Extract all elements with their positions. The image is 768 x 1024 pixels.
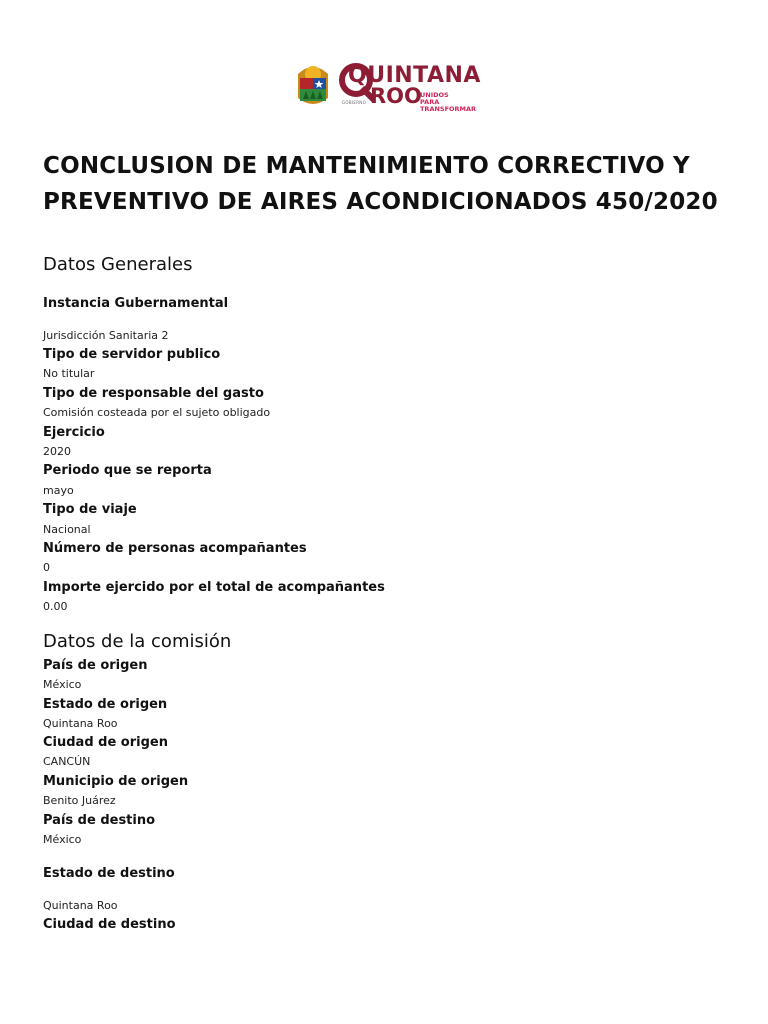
quintana-roo-logo xyxy=(296,62,481,113)
field-label-ejercicio: Ejercicio xyxy=(43,425,105,440)
logo-subtext: GOBIERNO xyxy=(342,100,367,105)
logo-name-2: ROO xyxy=(370,84,422,108)
field-value-importe-acompanantes: 0.00 xyxy=(43,600,68,613)
field-value-pais-destino: México xyxy=(43,833,82,846)
field-label-municipio-origen: Municipio de origen xyxy=(43,774,189,789)
field-value-instancia: Jurisdicción Sanitaria 2 xyxy=(43,329,169,342)
logo-slogan: UNIDOS PARA TRANSFORMAR xyxy=(420,91,477,113)
field-label-estado-destino: Estado de destino xyxy=(43,866,175,881)
logo-name: QUINTANA xyxy=(348,63,481,88)
field-label-pais-destino: País de destino xyxy=(43,813,156,828)
field-value-municipio-origen: Benito Juárez xyxy=(43,794,116,807)
document-title: CONCLUSION DE MANTENIMIENTO CORRECTIVO Y PREVENTIVO DE AIRES ACONDICIONADOS 450/2020 xyxy=(43,153,718,215)
field-label-ciudad-destino: Ciudad de destino xyxy=(43,917,176,932)
field-value-periodo: mayo xyxy=(43,484,74,497)
field-value-ejercicio: 2020 xyxy=(43,445,71,458)
field-value-tipo-servidor: No titular xyxy=(43,367,95,380)
section-heading-datos-comision: Datos de la comisión xyxy=(43,631,232,652)
field-value-estado-origen: Quintana Roo xyxy=(43,717,118,730)
section-heading-datos-generales: Datos Generales xyxy=(43,254,193,275)
field-value-num-acompanantes: 0 xyxy=(43,561,50,574)
field-label-tipo-viaje: Tipo de viaje xyxy=(43,502,137,517)
field-value-ciudad-origen: CANCÚN xyxy=(43,755,91,768)
field-value-estado-destino: Quintana Roo xyxy=(43,899,118,912)
field-value-pais-origen: México xyxy=(43,678,82,691)
field-label-instancia: Instancia Gubernamental xyxy=(43,296,229,311)
field-label-tipo-responsable: Tipo de responsable del gasto xyxy=(43,386,264,401)
field-label-estado-origen: Estado de origen xyxy=(43,697,168,712)
coat-of-arms-icon xyxy=(296,64,330,110)
field-label-num-acompanantes: Número de personas acompañantes xyxy=(43,541,307,556)
field-label-importe-acompanantes: Importe ejercido por el total de acompañantes xyxy=(43,580,385,595)
field-value-tipo-responsable: Comisión costeada por el sujeto obligado xyxy=(43,406,271,419)
field-label-ciudad-origen: Ciudad de origen xyxy=(43,735,168,750)
field-label-periodo: Periodo que se reporta xyxy=(43,463,212,478)
field-value-tipo-viaje: Nacional xyxy=(43,523,91,536)
field-label-tipo-servidor: Tipo de servidor publico xyxy=(43,347,221,362)
field-label-pais-origen: País de origen xyxy=(43,658,148,673)
